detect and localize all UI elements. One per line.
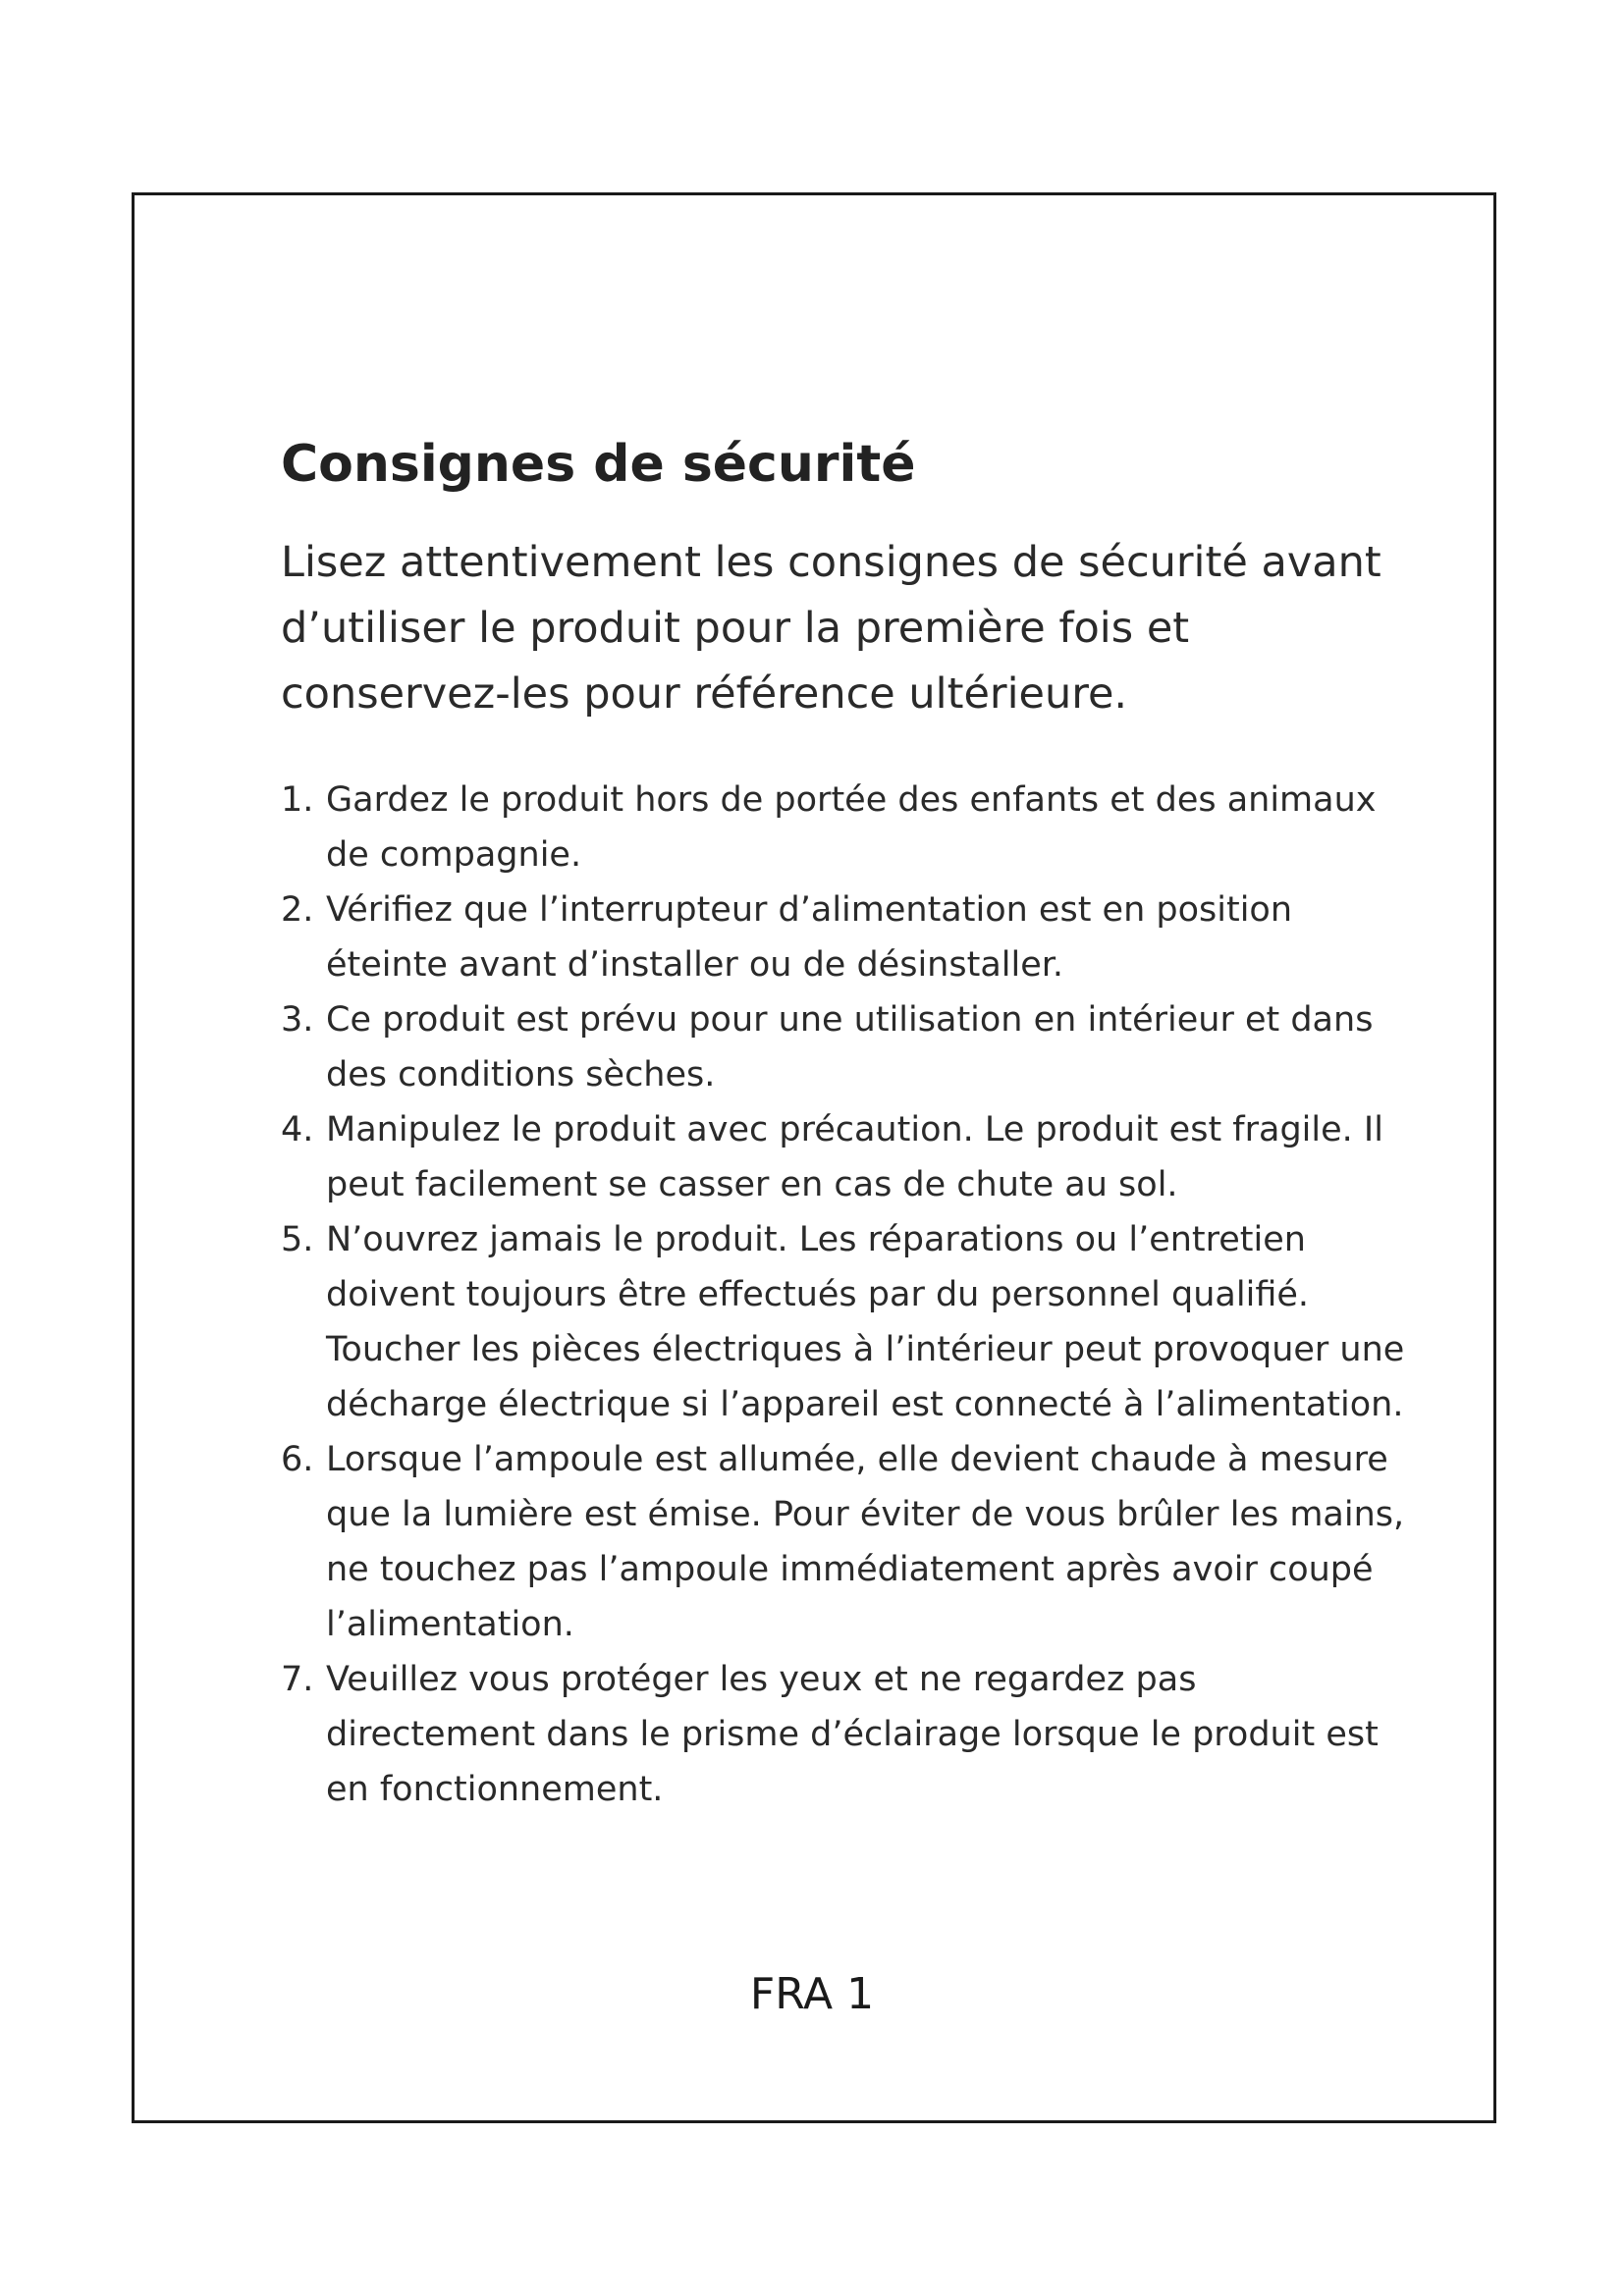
safety-section bbox=[281, 436, 1410, 1817]
list-item-number: 7. bbox=[281, 1659, 314, 1699]
list-item bbox=[281, 1432, 1406, 1652]
list-item bbox=[281, 1652, 1406, 1817]
list-item-text: Vérifiez que l’interrupteur d’alimentation est en position éteinte avant d’installer ou de désinstaller. bbox=[326, 889, 1293, 985]
list-item-text: Manipulez le produit avec précaution. Le produit est fragile. Il peut facilement se casser en cas de chute au sol. bbox=[326, 1109, 1383, 1204]
list-item-number: 6. bbox=[281, 1439, 314, 1479]
intro-paragraph: Lisez attentivement les consignes de sécurité avant d’utiliser le produit pour la première fois et conservez-les pour référence ultérieure. bbox=[281, 537, 1381, 719]
list-item-number: 2. bbox=[281, 889, 314, 930]
list-item bbox=[281, 773, 1406, 882]
list-item-number: 4. bbox=[281, 1109, 314, 1149]
list-item-text: Ce produit est prévu pour une utilisation en intérieur et dans des conditions sèches. bbox=[326, 999, 1374, 1095]
list-item-number: 5. bbox=[281, 1219, 314, 1259]
list-item-number: 3. bbox=[281, 999, 314, 1040]
list-item bbox=[281, 882, 1406, 992]
list-item-text: Gardez le produit hors de portée des enfants et des animaux de compagnie. bbox=[326, 779, 1377, 875]
list-item-text: N’ouvrez jamais le produit. Les réparations ou l’entretien doivent toujours être effectués par du personnel qualifié. Toucher les pièces électriques à l’intérieur peut provoquer une décharge électrique si l’appareil est connecté à l’alimentation. bbox=[326, 1219, 1405, 1424]
safety-rules-list bbox=[281, 773, 1410, 1817]
list-item bbox=[281, 1212, 1406, 1432]
list-item-text: Veuillez vous protéger les yeux et ne regardez pas directement dans le prisme d’éclairage lorsque le produit est en fonctionnement. bbox=[326, 1659, 1379, 1809]
list-item-number: 1. bbox=[281, 779, 314, 820]
list-item-text: Lorsque l’ampoule est allumée, elle devient chaude à mesure que la lumière est émise. Pour éviter de vous brûler les mains, ne touchez pas l’ampoule immédiatement après avoir coupé l’alimentation. bbox=[326, 1439, 1405, 1644]
page-title: Consignes de sécurité bbox=[281, 435, 916, 494]
list-item bbox=[281, 992, 1406, 1102]
page-number: FRA 1 bbox=[749, 1969, 875, 2019]
list-item bbox=[281, 1102, 1406, 1212]
